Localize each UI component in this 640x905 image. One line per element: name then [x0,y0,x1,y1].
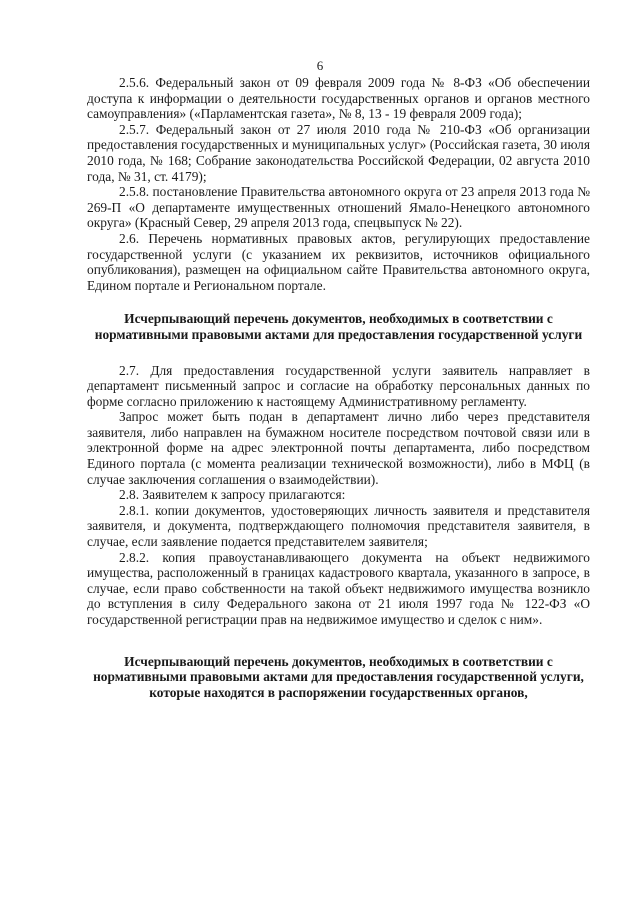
paragraph-2-8: 2.8. Заявителем к запросу прилагаются: [119,487,346,503]
paragraph-2-7: 2.7. Для предоставления государственной услуги заявитель направляет в департамент письменный запрос и согласие на обработку персональных данных по форме согласно приложению к настоящему Административному регламенту. [87,362,590,409]
paragraph-2-6: 2.6. Перечень нормативных правовых актов, регулирующих предоставление государственной услуги (с указанием их реквизитов, источников официального опубликования), размещен на официальном сайте Правительства автономного округа, Едином портале и Региональном портале. [87,230,590,293]
page-number: 6 [316,58,324,73]
paragraph-2-8-2: 2.8.2. копия правоустанавливающего документа на объект недвижимого имущества, расположенный в границах кадастрового квартала, указанного в запросе, в случае, если право собственности на такой объект недвижимого имущества возникло до вступления в силу Федерального закона от 21 июля 1997 года № 122-ФЗ «О государственной регистрации прав на недвижимое имущество и сделок с ним». [87,549,590,627]
document-body [87,75,590,700]
paragraph-2-5-7: 2.5.7. Федеральный закон от 27 июля 2010 года № 210-ФЗ «Об организации предоставления государственных и муниципальных услуг» (Российская газета, 30 июля 2010 года, № 168; Собрание законодательства Российской Федерации, 02 августа 2010 года, № 31, ст. 4179); [87,121,590,184]
paragraph-2-8-1: 2.8.1. копии документов, удостоверяющих личность заявителя и представителя заявителя, и документа, подтверждающего полномочия представителя заявителя, в случае, если заявление подается представителем заявителя; [87,502,590,550]
section-heading-documents: Исчерпывающий перечень документов, необходимых в соответствии с нормативными правовыми актами для предоставления государственной услуги [94,311,583,342]
paragraph-2-5-8: 2.5.8. постановление Правительства автономного округа от 23 апреля 2013 года № 269-П «О департаменте имущественных отношений Ямало-Ненецкого автономного округа» (Красный Север, 29 апреля 2013 года, спецвыпуск № 22). [87,184,590,231]
paragraph-request-submission: Запрос может быть подан в департамент лично либо через представителя заявителя, либо направлен на бумажном носителе посредством почтовой связи или в электронной форме на адрес электронной почты департамента, либо посредством Единого портала (с момента реализации технической возможности), либо в МФЦ (в случае заключения соглашения о взаимодействии). [87,409,590,487]
paragraph-2-5-6: 2.5.6. Федеральный закон от 09 февраля 2009 года № 8-ФЗ «Об обеспечении доступа к информации о деятельности государственных органов и органов местного самоуправления» («Парламентская газета», № 8, 13 - 19 февраля 2009 года); [87,75,590,122]
section-heading-gov-documents: Исчерпывающий перечень документов, необходимых в соответствии с нормативными правовыми актами для предоставления государственной услуги, которые находятся в распоряжении государственных органов, [93,653,584,700]
